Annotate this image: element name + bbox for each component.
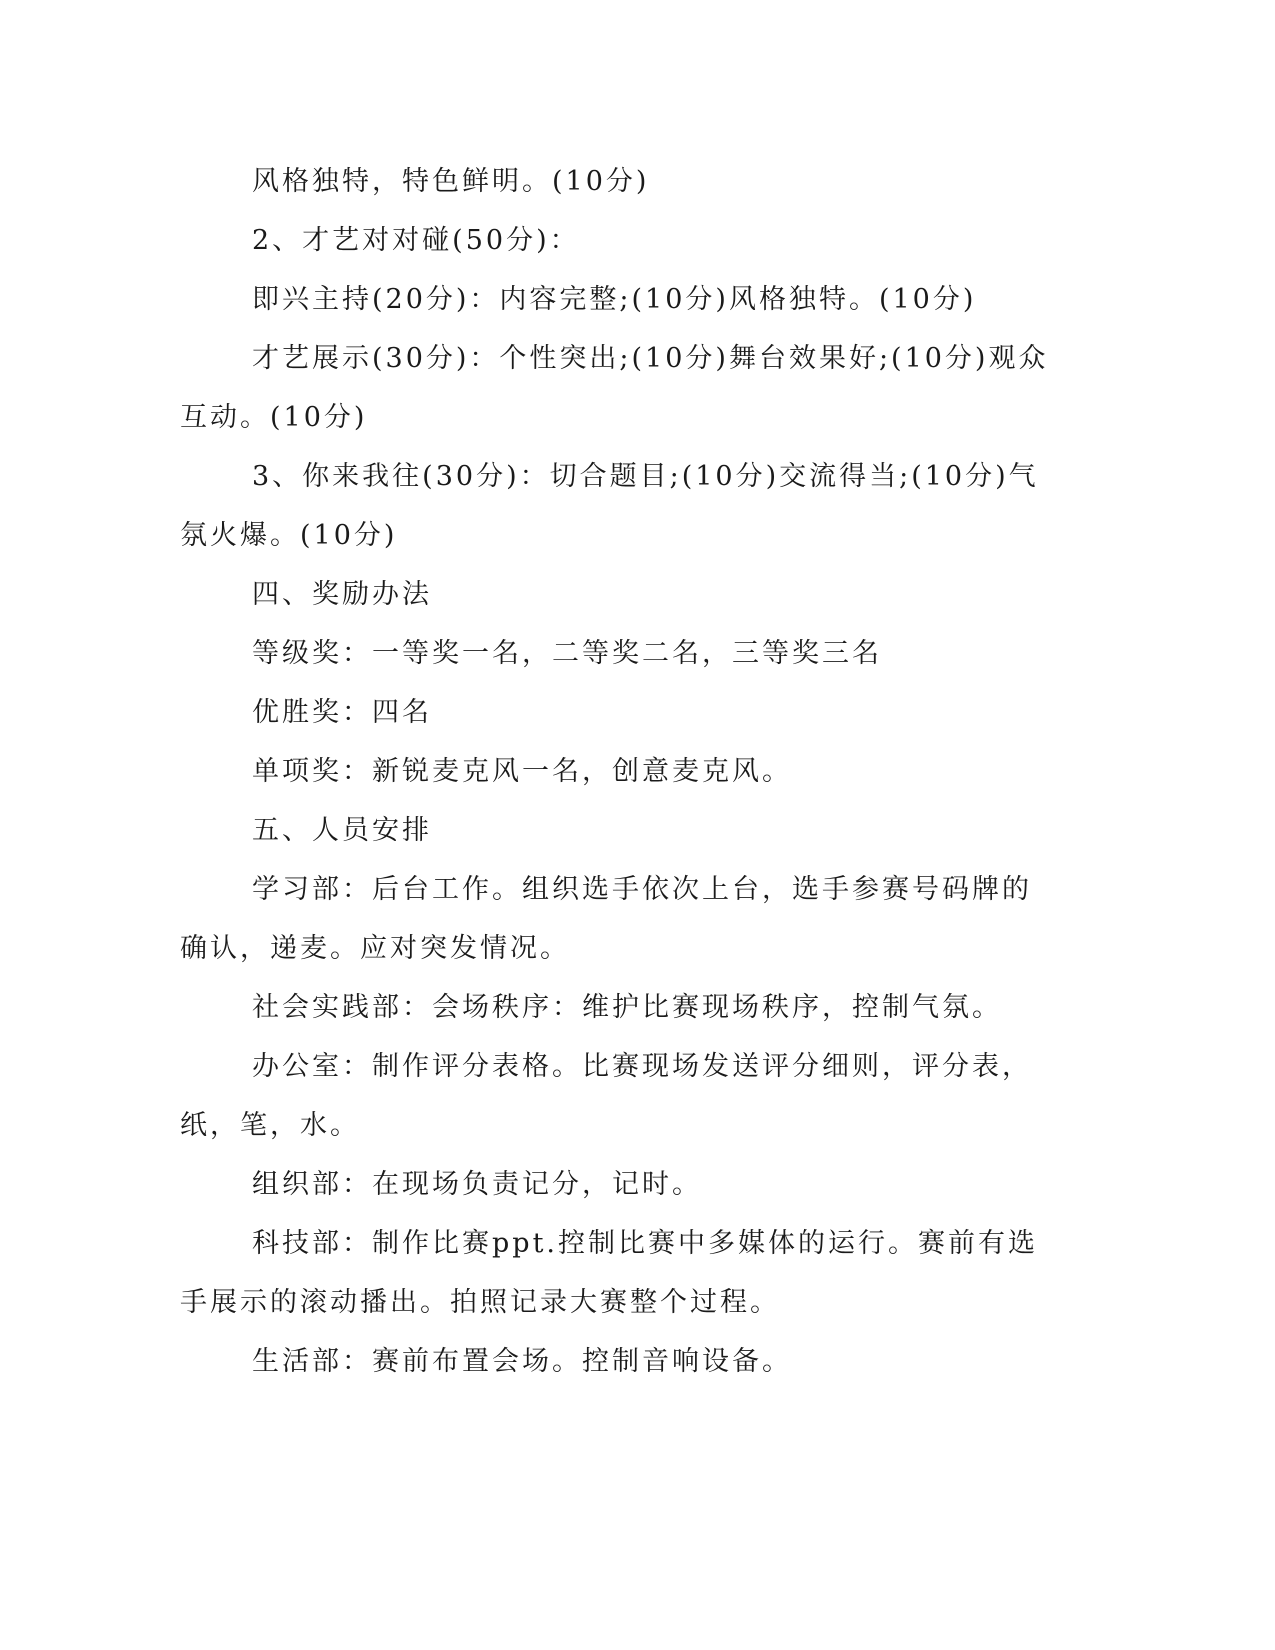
heading-staffing: 五、人员安排 [252,815,432,846]
paragraph-life-dept: 生活部：赛前布置会场。控制音响设备。 [252,1346,792,1377]
paragraph-single-awards: 单项奖：新锐麦克风一名，创意麦克风。 [252,756,792,787]
paragraph-section-talent: 2、才艺对对碰(50分)： [252,225,580,256]
paragraph-section-exchange: 3、你来我往(30分)：切合题目;(10分)交流得当;(10分)气氛火爆。(10分) [180,461,1039,551]
paragraph-excellence-award: 优胜奖：四名 [252,697,432,728]
paragraph-criteria-style: 风格独特，特色鲜明。(10分) [252,166,650,197]
paragraph-study-dept: 学习部：后台工作。组织选手依次上台，选手参赛号码牌的确认，递麦。应对突发情况。 [180,874,1032,964]
paragraph-grade-awards: 等级奖：一等奖一名，二等奖二名，三等奖三名 [252,638,882,669]
paragraph-impromptu-hosting: 即兴主持(20分)：内容完整;(10分)风格独特。(10分) [252,284,977,315]
paragraph-office: 办公室：制作评分表格。比赛现场发送评分细则，评分表，纸，笔，水。 [180,1051,1032,1141]
heading-awards: 四、奖励办法 [252,579,432,610]
paragraph-talent-show: 才艺展示(30分)：个性突出;(10分)舞台效果好;(10分)观众互动。(10分) [180,343,1049,433]
document-body [180,152,1060,1391]
paragraph-social-practice-dept: 社会实践部：会场秩序：维护比赛现场秩序，控制气氛。 [252,992,1002,1023]
paragraph-technology-dept: 科技部：制作比赛ppt.控制比赛中多媒体的运行。赛前有选手展示的滚动播出。拍照记录大赛整个过程。 [180,1228,1038,1318]
paragraph-organization-dept: 组织部：在现场负责记分，记时。 [252,1169,702,1200]
